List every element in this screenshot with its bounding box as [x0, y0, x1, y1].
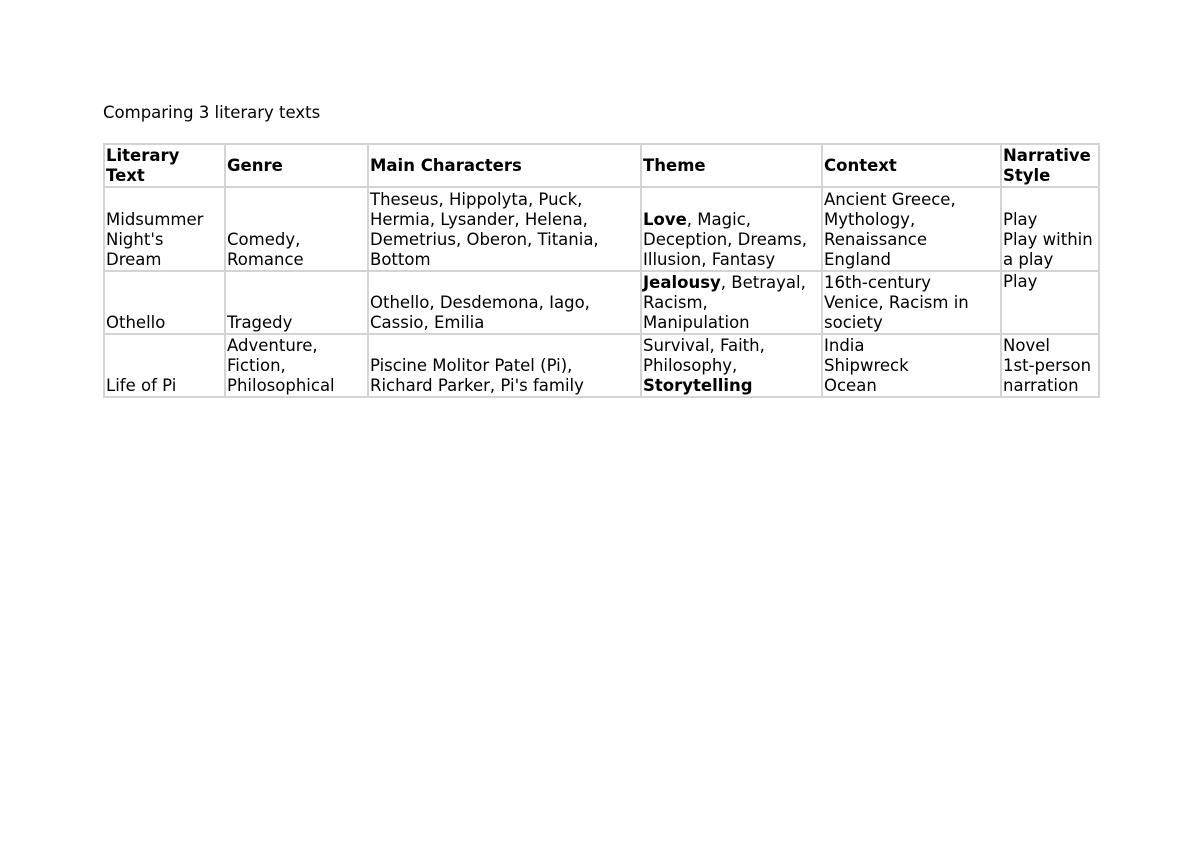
cell-line: [643, 273, 821, 293]
cell-line: Comedy,: [227, 230, 301, 249]
cell-line: a play: [1003, 250, 1054, 269]
cell-line: Racism,: [643, 293, 708, 312]
cell-line: Night's: [106, 230, 164, 249]
cell-line: Ocean: [824, 376, 877, 395]
cell-line: Fiction,: [227, 356, 286, 375]
page-title: Comparing 3 literary texts: [103, 103, 321, 122]
cell-line: Theseus, Hippolyta, Puck,: [370, 190, 583, 209]
cell-line: Adventure,: [227, 336, 318, 355]
header-main-characters: Main Characters: [368, 144, 641, 187]
header-context: Context: [822, 144, 1001, 187]
cell-line: 16th-century: [824, 273, 932, 292]
cell-theme: [641, 334, 822, 397]
cell-literary-text: [104, 187, 225, 271]
cell-line: Philosophy,: [643, 356, 738, 375]
header-literary-text-line: Text: [106, 165, 145, 185]
cell-line: Romance: [227, 250, 304, 269]
cell-line: Renaissance: [824, 230, 928, 249]
cell-line: England: [824, 250, 891, 269]
cell-line: Play: [1003, 272, 1038, 291]
table-row: [104, 271, 1099, 334]
cell-line: Life of Pi: [106, 376, 177, 395]
cell-context: [822, 271, 1001, 334]
cell-genre: [225, 271, 368, 334]
cell-main-characters: [368, 187, 641, 271]
header-narrative-style-line: Style: [1003, 165, 1051, 185]
cell-literary-text: [104, 334, 225, 397]
theme-emphasis: Storytelling: [643, 376, 753, 395]
cell-line: narration: [1003, 376, 1079, 395]
cell-theme: [641, 271, 822, 334]
cell-main-characters: [368, 271, 641, 334]
cell-context: [822, 187, 1001, 271]
cell-genre: [225, 334, 368, 397]
cell-line: Philosophical: [227, 376, 335, 395]
table-header-row: [104, 144, 1099, 187]
header-literary-text-line: Literary: [106, 145, 180, 165]
cell-line: Hermia, Lysander, Helena,: [370, 210, 588, 229]
cell-line: Richard Parker, Pi's family: [370, 376, 584, 395]
cell-line: Survival, Faith,: [643, 336, 765, 355]
cell-line: India: [824, 336, 865, 355]
theme-rest: , Betrayal,: [720, 273, 806, 292]
table-row: [104, 334, 1099, 397]
theme-emphasis: Jealousy: [643, 273, 721, 292]
cell-line: Dream: [106, 250, 162, 269]
comparison-table: [103, 143, 1100, 398]
cell-theme: [641, 187, 822, 271]
header-theme: Theme: [641, 144, 822, 187]
cell-line: Piscine Molitor Patel (Pi),: [370, 356, 573, 375]
cell-context: [822, 334, 1001, 397]
cell-line: Midsummer: [106, 210, 204, 229]
theme-emphasis: Love: [643, 210, 687, 229]
cell-line: Manipulation: [643, 313, 750, 332]
cell-line: society: [824, 313, 883, 332]
header-genre: Genre: [225, 144, 368, 187]
cell-line: Deception, Dreams,: [643, 230, 807, 249]
cell-main-characters: [368, 334, 641, 397]
cell-literary-text: [104, 271, 225, 334]
theme-rest: , Magic,: [686, 210, 752, 229]
cell-line: Ancient Greece,: [824, 190, 956, 209]
header-literary-text: [104, 144, 225, 187]
cell-line: Cassio, Emilia: [370, 313, 485, 332]
cell-line: Tragedy: [227, 313, 293, 332]
cell-line: Novel: [1003, 336, 1050, 355]
cell-line: Shipwreck: [824, 356, 909, 375]
cell-narrative-style: [1001, 271, 1099, 334]
cell-line: 1st-person: [1003, 356, 1092, 375]
header-narrative-style-line: Narrative: [1003, 145, 1091, 165]
cell-line: Venice, Racism in: [824, 293, 969, 312]
header-narrative-style: [1001, 144, 1099, 187]
cell-line: Illusion, Fantasy: [643, 250, 776, 269]
cell-line: Bottom: [370, 250, 431, 269]
table-row: [104, 187, 1099, 271]
cell-line: [643, 210, 821, 230]
cell-line: Othello: [106, 313, 166, 332]
cell-line: Play: [1003, 210, 1038, 229]
cell-line: Othello, Desdemona, Iago,: [370, 293, 590, 312]
cell-line: Demetrius, Oberon, Titania,: [370, 230, 599, 249]
cell-genre: [225, 187, 368, 271]
cell-line: Play within: [1003, 230, 1093, 249]
cell-narrative-style: [1001, 334, 1099, 397]
cell-narrative-style: [1001, 187, 1099, 271]
cell-line: Mythology,: [824, 210, 916, 229]
